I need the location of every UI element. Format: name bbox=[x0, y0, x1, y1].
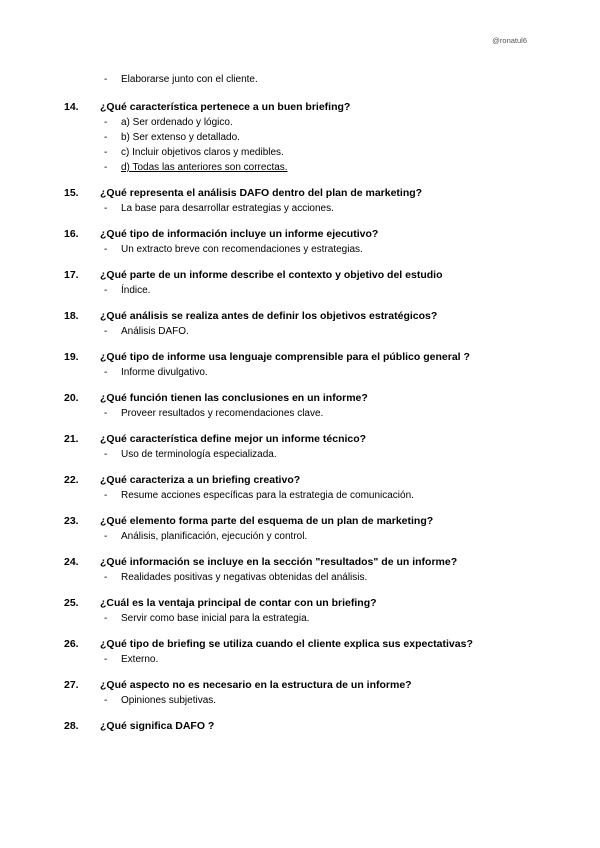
question-block bbox=[0, 100, 600, 175]
question-text: ¿Qué tipo de briefing se utiliza cuando el cliente explica sus expectativas? bbox=[100, 638, 473, 650]
question-block bbox=[0, 350, 600, 380]
question-block bbox=[0, 637, 600, 667]
question-number: 21. bbox=[64, 433, 79, 445]
question-block bbox=[0, 473, 600, 503]
question-row bbox=[0, 637, 600, 652]
question-row bbox=[0, 186, 600, 201]
question-text: ¿Cuál es la ventaja principal de contar con un briefing? bbox=[100, 597, 377, 609]
answer-row bbox=[0, 283, 600, 298]
answer-dash: - bbox=[104, 367, 108, 378]
answer-text: Proveer resultados y recomendaciones clave. bbox=[121, 408, 324, 419]
answer-text: d) Todas las anteriores son correctas. bbox=[121, 162, 288, 173]
question-number: 22. bbox=[64, 474, 79, 486]
question-row bbox=[0, 309, 600, 324]
answer-dash: - bbox=[104, 408, 108, 419]
answer-row bbox=[0, 365, 600, 380]
answer-row bbox=[0, 130, 600, 145]
answer-text: a) Ser ordenado y lógico. bbox=[121, 117, 233, 128]
answer-row bbox=[0, 201, 600, 216]
answer-text: Externo. bbox=[121, 654, 159, 665]
answer-text: b) Ser extenso y detallado. bbox=[121, 132, 240, 143]
answer-row bbox=[0, 488, 600, 503]
question-number: 25. bbox=[64, 597, 79, 609]
answer-row bbox=[0, 693, 600, 708]
answer-row bbox=[0, 72, 600, 87]
question-block bbox=[0, 309, 600, 339]
answer-dash: - bbox=[104, 572, 108, 583]
question-text: ¿Qué característica define mejor un informe técnico? bbox=[100, 433, 367, 445]
question-number: 18. bbox=[64, 310, 79, 322]
question-row bbox=[0, 514, 600, 529]
answer-dash: - bbox=[104, 695, 108, 706]
answer-text: La base para desarrollar estrategias y acciones. bbox=[121, 203, 334, 214]
question-block bbox=[0, 514, 600, 544]
question-text: ¿Qué análisis se realiza antes de definir los objetivos estratégicos? bbox=[100, 310, 438, 322]
question-row bbox=[0, 391, 600, 406]
answer-row bbox=[0, 406, 600, 421]
question-block bbox=[0, 432, 600, 462]
question-text: ¿Qué característica pertenece a un buen briefing? bbox=[100, 101, 351, 113]
answer-dash: - bbox=[104, 490, 108, 501]
question-row bbox=[0, 719, 600, 734]
answer-dash: - bbox=[104, 654, 108, 665]
question-text: ¿Qué parte de un informe describe el contexto y objetivo del estudio bbox=[100, 269, 443, 281]
question-number: 17. bbox=[64, 269, 79, 281]
answer-row bbox=[0, 160, 600, 175]
answer-text: Análisis DAFO. bbox=[121, 326, 189, 337]
question-text: ¿Qué información se incluye en la sección "resultados" de un informe? bbox=[100, 556, 458, 568]
answer-dash: - bbox=[104, 132, 108, 143]
answer-row bbox=[0, 447, 600, 462]
question-block bbox=[0, 555, 600, 585]
question-row bbox=[0, 596, 600, 611]
question-block bbox=[0, 391, 600, 421]
question-number: 16. bbox=[64, 228, 79, 240]
answer-text: Elaborarse junto con el cliente. bbox=[121, 74, 258, 85]
answer-text: Análisis, planificación, ejecución y control. bbox=[121, 531, 308, 542]
question-number: 26. bbox=[64, 638, 79, 650]
question-number: 19. bbox=[64, 351, 79, 363]
answer-row bbox=[0, 324, 600, 339]
intro-answer bbox=[0, 72, 600, 87]
question-number: 15. bbox=[64, 187, 79, 199]
answer-dash: - bbox=[104, 613, 108, 624]
question-row bbox=[0, 678, 600, 693]
answer-text: Uso de terminología especializada. bbox=[121, 449, 277, 460]
question-row bbox=[0, 350, 600, 365]
answer-dash: - bbox=[104, 449, 108, 460]
answer-dash: - bbox=[104, 162, 108, 173]
answer-row bbox=[0, 115, 600, 130]
question-row bbox=[0, 555, 600, 570]
question-number: 28. bbox=[64, 720, 79, 732]
answer-dash: - bbox=[104, 285, 108, 296]
question-row bbox=[0, 100, 600, 115]
question-number: 20. bbox=[64, 392, 79, 404]
question-block bbox=[0, 719, 600, 734]
question-text: ¿Qué elemento forma parte del esquema de un plan de marketing? bbox=[100, 515, 434, 527]
question-block bbox=[0, 596, 600, 626]
answer-row bbox=[0, 242, 600, 257]
question-row bbox=[0, 268, 600, 283]
question-text: ¿Qué caracteriza a un briefing creativo? bbox=[100, 474, 301, 486]
answer-dash: - bbox=[104, 203, 108, 214]
question-block bbox=[0, 186, 600, 216]
question-row bbox=[0, 432, 600, 447]
question-text: ¿Qué representa el análisis DAFO dentro del plan de marketing? bbox=[100, 187, 423, 199]
answer-row bbox=[0, 570, 600, 585]
answer-row bbox=[0, 611, 600, 626]
answer-text: Opiniones subjetivas. bbox=[121, 695, 217, 706]
question-number: 14. bbox=[64, 101, 79, 113]
answer-text: Índice. bbox=[121, 285, 151, 296]
answer-dash: - bbox=[104, 244, 108, 255]
answer-row bbox=[0, 652, 600, 667]
question-number: 24. bbox=[64, 556, 79, 568]
question-block bbox=[0, 268, 600, 298]
question-number: 27. bbox=[64, 679, 79, 691]
answer-row bbox=[0, 145, 600, 160]
watermark: @ronatul6 bbox=[492, 36, 527, 45]
question-text: ¿Qué función tienen las conclusiones en un informe? bbox=[100, 392, 368, 404]
question-text: ¿Qué tipo de información incluye un informe ejecutivo? bbox=[100, 228, 379, 240]
question-text: ¿Qué tipo de informe usa lenguaje comprensible para el público general ? bbox=[100, 351, 470, 363]
answer-text: Informe divulgativo. bbox=[121, 367, 208, 378]
answer-dash: - bbox=[104, 531, 108, 542]
answer-text: Servir como base inicial para la estrategia. bbox=[121, 613, 310, 624]
question-block bbox=[0, 678, 600, 708]
answer-text: Un extracto breve con recomendaciones y estrategias. bbox=[121, 244, 363, 255]
answer-text: Resume acciones específicas para la estrategia de comunicación. bbox=[121, 490, 414, 501]
question-number: 23. bbox=[64, 515, 79, 527]
answer-text: c) Incluir objetivos claros y medibles. bbox=[121, 147, 284, 158]
answer-dash: - bbox=[104, 326, 108, 337]
question-text: ¿Qué significa DAFO ? bbox=[100, 720, 215, 732]
answer-row bbox=[0, 529, 600, 544]
answer-dash: - bbox=[104, 117, 108, 128]
question-list bbox=[0, 100, 600, 745]
answer-dash: - bbox=[104, 74, 108, 85]
question-row bbox=[0, 227, 600, 242]
answer-dash: - bbox=[104, 147, 108, 158]
question-row bbox=[0, 473, 600, 488]
answer-text: Realidades positivas y negativas obtenidas del análisis. bbox=[121, 572, 368, 583]
question-text: ¿Qué aspecto no es necesario en la estructura de un informe? bbox=[100, 679, 412, 691]
question-block bbox=[0, 227, 600, 257]
